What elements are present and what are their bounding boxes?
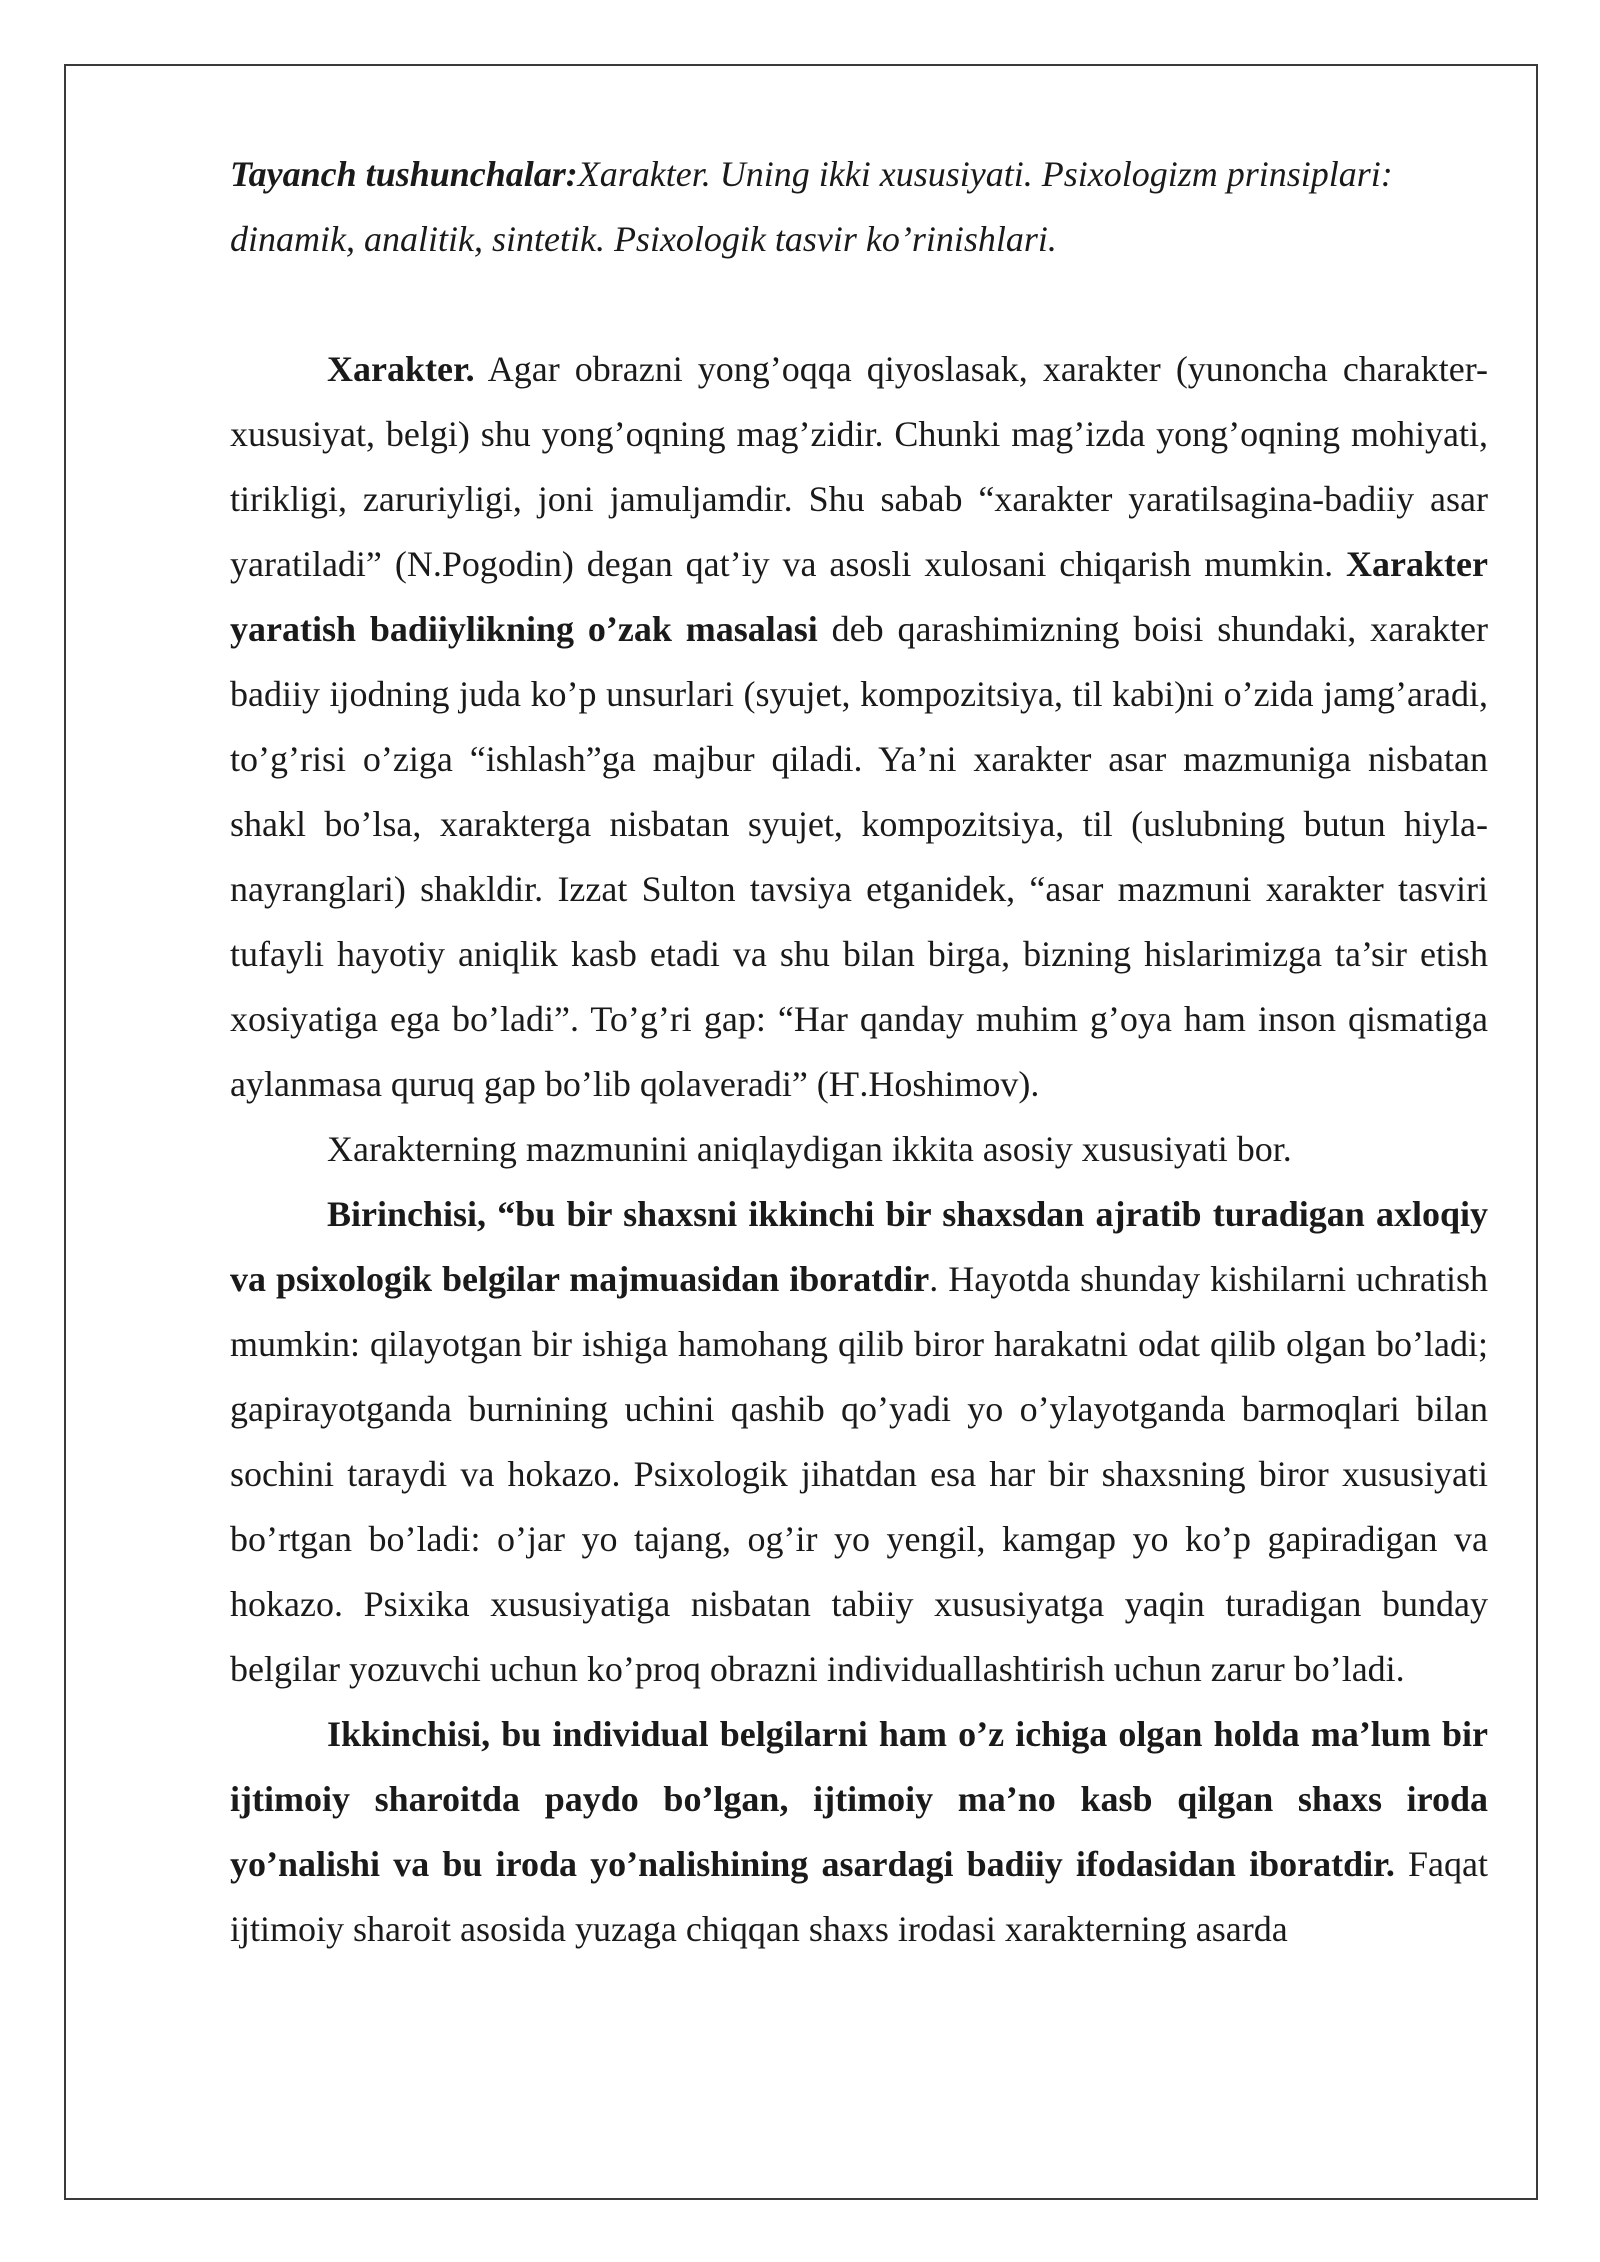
paragraph-text: Agar obrazni yong’oqqa qiyoslasak, xarakter (yunoncha charakter-xususiyat, belgi) shu yong’oqning mag’zidir. Chunki mag’izda yong’oqning mohiyati, tirikligi, zaruriyligi, joni jamuljamdir. Shu sabab “xarakter yaratilsagina-badiiy asar yaratiladi” (N.Pogodin) degan qat’iy va asosli xulosani chiqarish mumkin. bbox=[230, 349, 1488, 584]
paragraph-lead: Xarakter. bbox=[327, 349, 475, 389]
paragraph-second-feature bbox=[230, 1702, 1488, 1962]
paragraph-first-feature bbox=[230, 1182, 1488, 1702]
paragraph-emphasis: Xarakter yaratish badiiylikning o’zak masalasi bbox=[230, 544, 1488, 649]
paragraph-text: Xarakterning mazmunini aniqlaydigan ikkita asosiy xususiyati bor. bbox=[327, 1129, 1292, 1169]
keywords-line bbox=[230, 142, 1488, 272]
paragraph-text: deb qarashimizning boisi shundaki, xarakter badiiy ijodning juda ko’p unsurlari (syujet, kompozitsiya, til kabi)ni o’zida jamg’aradi, to’g’risi o’ziga “ishlash”ga majbur qiladi. Ya’ni xarakter asar mazmuniga nisbatan shakl bo’lsa, xarakterga nisbatan syujet, kompozitsiya, til (uslubning butun hiyla-nayranglari) shakldir. Izzat Sulton tavsiya etganidek, “asar mazmuni xarakter tasviri tufayli hayotiy aniqlik kasb etadi va shu bilan birga, bizning hislarimizga ta’sir etish xosiyatiga ega bo’ladi”. To’g’ri gap: “Har qanday muhim g’oya ham inson qismatiga aylanmasa quruq gap bo’lib qolaveradi” (Ҥ.Hoshimov). bbox=[230, 609, 1488, 1104]
keywords-label: Tayanch tushunchalar: bbox=[230, 154, 578, 194]
paragraph-text: . Hayotda shunday kishilarni uchratish mumkin: qilayotgan bir ishiga hamohang qilib biror harakatni odat qilib olgan bo’ladi; gapirayotganda burnining uchini qashib qo’yadi yo o’ylayotganda barmoqlari bilan sochini taraydi va hokazo. Psixologik jihatdan esa har bir shaxsning biror xususiyati bo’rtgan bo’ladi: o’jar yo tajang, og’ir yo yengil, kamgap yo ko’p gapiradigan va hokazo. Psixika xususiyatiga nisbatan tabiiy xususiyatga yaqin turadigan bunday belgilar yozuvchi uchun ko’proq obrazni individuallashtirish uchun zarur bo’ladi. bbox=[230, 1259, 1488, 1689]
paragraph-xarakter bbox=[230, 337, 1488, 1117]
keywords-text: Xarakter. Uning ikki xususiyati. Psixologizm prinsiplari: dinamik, analitik, sintetik. Psixologik tasvir ko’rinishlari. bbox=[230, 154, 1393, 259]
paragraph-emphasis: Birinchisi, “bu bir shaxsni ikkinchi bir shaxsdan ajratib turadigan axloqiy va psixologik belgilar majmuasidan iboratdir bbox=[230, 1194, 1488, 1299]
blank-line bbox=[230, 272, 1488, 337]
paragraph-two-features bbox=[230, 1117, 1488, 1182]
document-body bbox=[230, 142, 1488, 1962]
paragraph-emphasis: Ikkinchisi, bu individual belgilarni ham o’z ichiga olgan holda ma’lum bir ijtimoiy sharoitda paydo bo’lgan, ijtimoiy ma’no kasb qilgan shaxs iroda yo’nalishi va bu iroda yo’nalishining asardagi badiiy ifodasidan iboratdir. bbox=[230, 1714, 1488, 1884]
paragraph-text: Faqat ijtimoiy sharoit asosida yuzaga chiqqan shaxs irodasi xarakterning asarda bbox=[230, 1844, 1488, 1949]
